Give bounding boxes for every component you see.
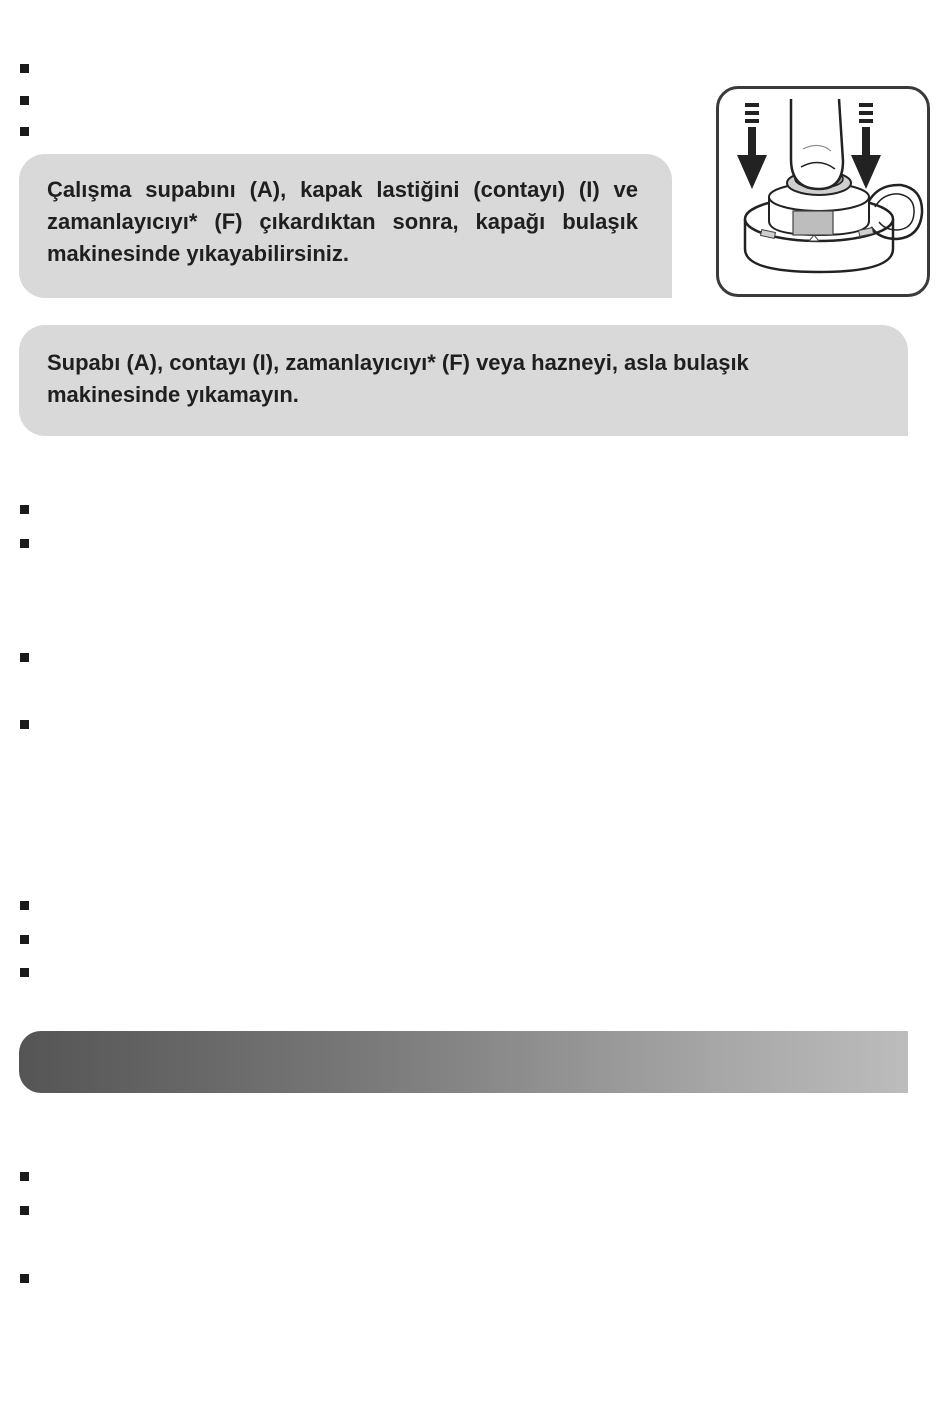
bullet-marker xyxy=(20,127,29,136)
bullet-marker xyxy=(20,539,29,548)
bullet-marker xyxy=(20,1206,29,1215)
valve-press-illustration-icon xyxy=(719,89,927,294)
note-text: Çalışma supabını (A), kapak lastiğini (contayı) (I) ve zamanlayıcıyı* (F) çıkardıktan sonra, kapağı bulaşık makinesinde yıkayabilirsiniz. xyxy=(47,177,638,266)
bullet-marker xyxy=(20,935,29,944)
bullet-marker xyxy=(20,96,29,105)
bullet-marker xyxy=(20,1172,29,1181)
bullet-marker xyxy=(20,720,29,729)
bullet-marker xyxy=(20,505,29,514)
bullet-marker xyxy=(20,653,29,662)
note-box-valve-removal xyxy=(19,154,672,298)
note-box-no-dishwasher xyxy=(19,325,908,436)
bullet-marker xyxy=(20,968,29,977)
valve-illustration xyxy=(716,86,930,297)
bullet-marker xyxy=(20,64,29,73)
section-header-bar xyxy=(19,1031,908,1093)
note-text: Supabı (A), contayı (I), zamanlayıcıyı* (F) veya hazneyi, asla bulaşık makinesinde yıkamayın. xyxy=(47,350,749,407)
bullet-marker xyxy=(20,1274,29,1283)
bullet-marker xyxy=(20,901,29,910)
